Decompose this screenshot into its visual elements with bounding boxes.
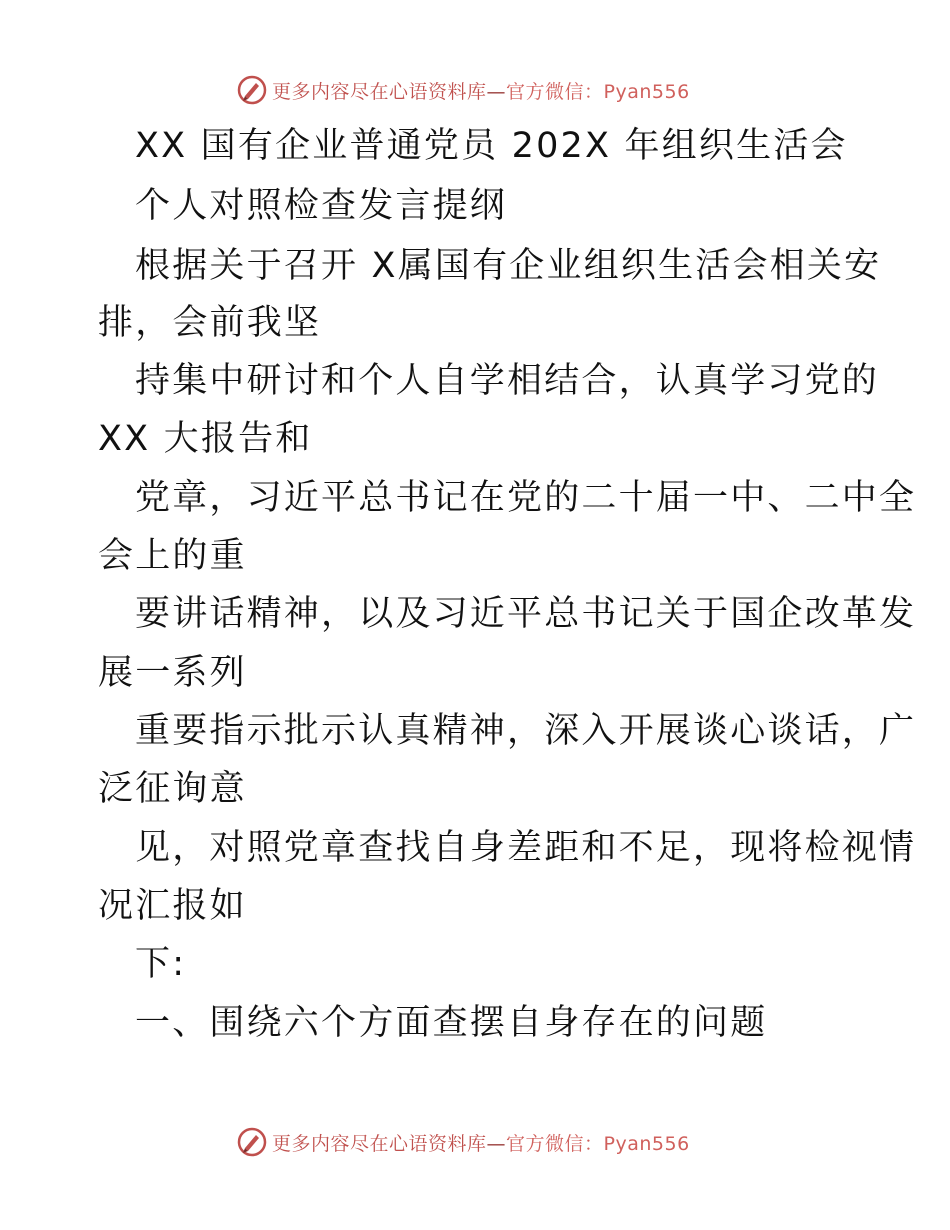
pen-logo-icon (236, 1126, 268, 1158)
watermark-brand: 更多内容尽在心语资料库 (272, 80, 487, 103)
watermark-brand: 更多内容尽在心语资料库 (272, 1132, 487, 1155)
paragraph-line: 泛征询意 (98, 769, 247, 809)
pen-logo-icon (236, 74, 268, 106)
paragraph-line: 要讲话精神，以及习近平总书记关于国企改革发 (135, 594, 917, 634)
paragraph-line: 会上的重 (98, 536, 247, 576)
watermark-header (236, 70, 690, 110)
watermark-text (272, 77, 690, 104)
watermark-contact: 官方微信：Pyan556 (506, 80, 690, 103)
watermark-text (272, 1129, 690, 1156)
paragraph-line: 排，会前我坚 (98, 303, 322, 343)
watermark-separator: — (486, 1132, 507, 1155)
watermark-separator: — (486, 80, 507, 103)
paragraph-line: 展一系列 (98, 653, 247, 693)
section-heading: 一、围绕六个方面查摆自身存在的问题 (135, 1003, 768, 1043)
watermark-contact: 官方微信：Pyan556 (506, 1132, 690, 1155)
paragraph-line: 见，对照党章查找自身差距和不足，现将检视情 (135, 828, 917, 868)
watermark-footer (236, 1122, 690, 1162)
paragraph-line: 党章，习近平总书记在党的二十届一中、二中全 (135, 478, 917, 518)
doc-subtitle: 个人对照检查发言提纲 (135, 186, 508, 226)
paragraph-line: 下: (135, 944, 187, 984)
paragraph-line: XX 大报告和 (98, 419, 313, 459)
doc-title: XX 国有企业普通党员 202X 年组织生活会 (135, 126, 848, 166)
paragraph-line: 重要指示批示认真精神，深入开展谈心谈话，广 (135, 711, 917, 751)
paragraph-line: 况汇报如 (98, 886, 247, 926)
paragraph-line: 持集中研讨和个人自学相结合，认真学习党的 (135, 361, 880, 401)
paragraph-line: 根据关于召开 X属国有企业组织生活会相关安 (135, 246, 882, 286)
